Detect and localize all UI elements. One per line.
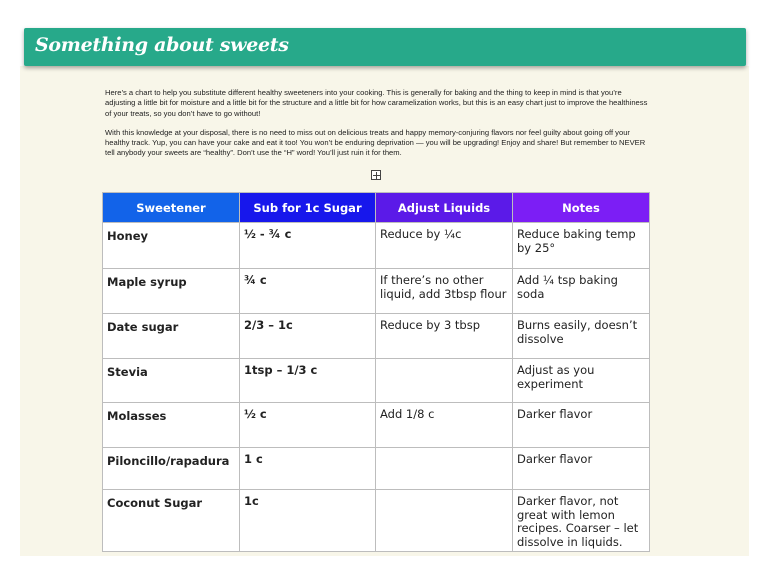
cell-sweetener: Maple syrup: [103, 269, 240, 314]
cell-sweetener: Molasses: [103, 403, 240, 448]
cell-notes: Burns easily, doesn’t dissolve: [513, 314, 650, 359]
table-row: [103, 448, 650, 490]
cell-liquids: Reduce by 3 tbsp: [376, 314, 513, 359]
intro-paragraph-1: Here’s a chart to help you substitute different healthy sweeteners into your cooking. This is generally for baking and the thing to keep in mind is that you’re adjusting a little bit for moisture and a little bit for the structure and a little bit for how caramelization works, but this is an easy chart just to improve the healthiness of your treats, so you don’t have to go without!: [105, 88, 648, 118]
table-row: [103, 490, 650, 552]
cell-sub: 2/3 – 1c: [240, 314, 376, 359]
page-title: Something about sweets: [35, 34, 289, 56]
cell-notes: Darker flavor: [513, 448, 650, 490]
cell-sweetener: Stevia: [103, 359, 240, 403]
header-notes: Notes: [513, 193, 650, 223]
cell-liquids: [376, 490, 513, 552]
cell-notes: Darker flavor: [513, 403, 650, 448]
cell-liquids: Reduce by ¼c: [376, 223, 513, 269]
cell-liquids: [376, 448, 513, 490]
sweetener-table: [102, 192, 650, 552]
cell-sweetener: Coconut Sugar: [103, 490, 240, 552]
table-row: [103, 314, 650, 359]
table-row: [103, 359, 650, 403]
cell-liquids: Add 1/8 c: [376, 403, 513, 448]
cell-liquids: [376, 359, 513, 403]
cell-sub: 1 c: [240, 448, 376, 490]
intro-text: [105, 88, 650, 168]
header-adjust-liquids: Adjust Liquids: [376, 193, 513, 223]
intro-paragraph-2: With this knowledge at your disposal, there is no need to miss out on delicious treats and happy memory-conjuring flavors nor feel guilty about going off your healthy track. Yup, you can have your cake and eat it too! You won’t be enduring deprivation — you will be upgrading! Enjoy and share! But remember to NEVER tell anybody your sweets are “healthy”. Don’t use the “H” word! You’ll just ruin it for them.: [105, 127, 646, 158]
cell-sweetener: Honey: [103, 223, 240, 269]
title-banner: [24, 28, 746, 66]
cell-sub: 1tsp – 1/3 c: [240, 359, 376, 403]
table-row: [103, 403, 650, 448]
cell-sub: 1c: [240, 490, 376, 552]
cell-notes: Darker flavor, not great with lemon recipes. Coarser – let dissolve in liquids.: [513, 490, 650, 552]
table-row: [103, 223, 650, 269]
cell-notes: Adjust as you experiment: [513, 359, 650, 403]
cell-notes: Reduce baking temp by 25°: [513, 223, 650, 269]
cell-sub: ½ c: [240, 403, 376, 448]
cell-notes: Add ¼ tsp baking soda: [513, 269, 650, 314]
table-move-handle-icon[interactable]: [371, 170, 381, 180]
cell-liquids: If there’s no other liquid, add 3tbsp flour: [376, 269, 513, 314]
table-row: [103, 269, 650, 314]
cell-sub: ½ - ¾ c: [240, 223, 376, 269]
header-sub-for-sugar: Sub for 1c Sugar: [240, 193, 376, 223]
header-sweetener: Sweetener: [103, 193, 240, 223]
table-header-row: [103, 193, 650, 223]
cell-sweetener: Piloncillo/rapadura: [103, 448, 240, 490]
cell-sub: ¾ c: [240, 269, 376, 314]
cell-sweetener: Date sugar: [103, 314, 240, 359]
